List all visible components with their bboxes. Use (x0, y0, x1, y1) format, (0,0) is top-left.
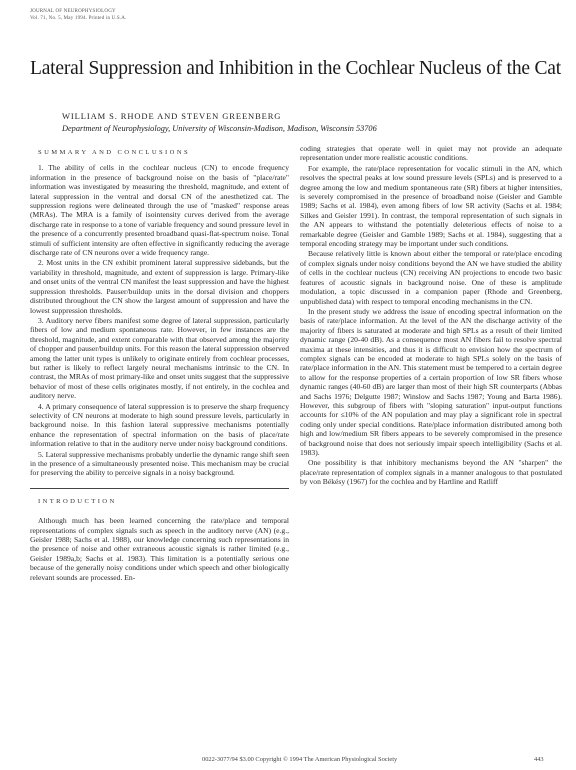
left-column (30, 146, 289, 583)
introduction-heading: INTRODUCTION (38, 497, 117, 505)
journal-name: JOURNAL OF NEUROPHYSIOLOGY (30, 9, 116, 14)
affiliation: Department of Neurophysiology, University of Wisconsin-Madison, Madison, Wisconsin 53706 (62, 124, 377, 133)
summary-paragraph: 5. Lateral suppressive mechanisms probably underlie the dynamic range shift seen in the presence of a simultaneously presented noise. This mechanism may be crucial for preserving the ability to perceive signals in a noisy background. (30, 449, 289, 478)
right-column (300, 144, 562, 488)
journal-header (30, 8, 127, 22)
copyright-line: 0022-3077/94 $3.00 Copyright © 1994 The American Physiological Society (202, 756, 398, 763)
body-paragraph: Because relatively little is known about either the temporal or rate/place encoding of complex signals under noisy conditions beyond the AN we have studied the ability of cells in the cochlear nucleus (CN) receiving AN projections to encode two basic features of acoustic signals in background noise. One of these is amplitude modulation, a topic discussed in a companion paper (Rhode and Greenberg, unpublished data) with respect to temporal encoding mechanisms in the CN. (300, 249, 562, 306)
body-paragraph: coding strategies that operate well in quiet may not provide an adequate representation under more realistic acoustic conditions. (300, 144, 562, 163)
page-number: 443 (534, 756, 544, 763)
summary-paragraph: 1. The ability of cells in the cochlear nucleus (CN) to encode frequency information in the presence of background noise on the basis of "place/rate" information was investigated by measuring the threshold, magnitude, and extent of lateral suppression in the ventral and dorsal CN of the anesthetized cat. The suppression regions were delineated through the use of "masked" response areas (MRAs). The MRA is a family of isointensity curves derived from the average discharge rate in response to a tone of variable frequency and sound pressure level in the presence of a concurrently presented broadband quasi-flat-spectrum noise. Tonal stimuli of sufficient intensity are often effective in significantly reducing the average discharge rate of CN neurons over a wide frequency range. (30, 163, 289, 258)
summary-paragraph: 3. Auditory nerve fibers manifest some degree of lateral suppression, particularly fibers of low and medium spontaneous rate. However, in few instances are the threshold, magnitude, and extent comparable with that observed among the majority of chopper and pauser/buildup units. For this reason the lateral suppression observed among the latter unit types is unlikely to originate entirely from cochlear processes, but rather is likely to reflect largely neural mechanisms intrinsic to the CN. In contrast, the MRAs of most primary-like and onset units suggest that the suppressive behavior of most of these cells originates mostly, if not entirely, in the cochlea and auditory nerve. (30, 315, 289, 401)
journal-volume: Vol. 71, No. 5, May 1994. Printed in U.S.A. (30, 16, 127, 21)
body-paragraph: For example, the rate/place representation for vocalic stimuli in the AN, which resolves the spectral peaks at low sound pressure levels (SPLs) and is preserved to a degree among the low and medium spontaneous rate (SR) fibers at higher intensities, is severely compromised in the presence of broadband noise (Geisler and Gamble 1989; Sachs et al. 1984), even among fibers of low SR activity (Sachs et al. 1984; Silkes and Geisler 1991). In contrast, the temporal representation of such signals in the AN appears to withstand the potentially deleterious effects of noise to a remarkable degree (Geisler and Gamble 1989; Sachs et al. 1984), suggesting that a temporal encoding strategy may be important under such conditions. (300, 163, 562, 249)
summary-paragraph: 2. Most units in the CN exhibit prominent lateral suppressive sidebands, but the variability in threshold, magnitude, and extent of suppression is large. Primary-like and onset units of the ventral CN manifest the least suppression and have the highest suppression thresholds. Pauser/buildup units in the dorsal division and choppers distributed throughout the CN show the largest amount of suppression and have the lowest suppression thresholds. (30, 258, 289, 315)
authors: WILLIAM S. RHODE AND STEVEN GREENBERG (62, 111, 282, 121)
summary-heading: SUMMARY AND CONCLUSIONS (38, 149, 191, 156)
section-divider (30, 488, 289, 489)
introduction-paragraph: Although much has been learned concerning the rate/place and temporal representations of complex signals such as speech in the auditory nerve (AN) (e.g., Geisler 1988; Sachs et al. 1988), our knowledge concerning such representations in the presence of noise and other extraneous acoustic signals is rather limited (e.g., Geisler 1989a,b; Sachs et al. 1983). This limitation is a potentially serious one because of the generally noisy conditions under which speech and other biologically relevant sounds are processed. En- (30, 516, 289, 582)
body-paragraph: One possibility is that inhibitory mechanisms beyond the AN "sharpen" the place/rate representation of complex signals in a manner analogous to that postulated by von Békésy (1967) for the cochlea and by Hartline and Ratliff (300, 458, 562, 487)
summary-paragraph: 4. A primary consequence of lateral suppression is to preserve the sharp frequency selectivity of CN neurons at moderate to high sound pressure levels, particularly in background noise. In this fashion lateral suppressive mechanisms potentially enhance the representation of spectral information on the basis of place/rate information relative to that in the auditory nerve under noisy background conditions. (30, 401, 289, 449)
body-paragraph: In the present study we address the issue of encoding spectral information on the basis of rate/place information. At the level of the AN the discharge activity of the majority of fibers is saturated at moderate and high SPLs as a result of their limited dynamic range (20-40 dB). As a consequence most AN fibers fail to resolve spectral maxima at these intensities, and thus it is difficult to envision how the spectrum of complex signals can be encoded at moderate to high SPLs solely on the basis of rate/place information in the AN. This statement must be tempered to a certain degree to allow for the response properties of a certain proportion of low SR fibers whose dynamic ranges (40-60 dB) are larger than most of their high SR counterparts (Abbas and Sachs 1976; Delgutte 1987; Winslow and Sachs 1987; Young and Barta 1986). However, this subgroup of fibers with "sloping saturation" input-output functions accounts for ≤10% of the AN population and may play a significant role in spectral coding only under special conditions. Rate/place information distributed among both high and low/medium SR fibers appears to be severely compromised in the presence of background noise that does not seriously impair speech intelligibility (Sachs et al. 1983). (300, 306, 562, 457)
paper-title: Lateral Suppression and Inhibition in the Cochlear Nucleus of the Cat (30, 58, 561, 79)
